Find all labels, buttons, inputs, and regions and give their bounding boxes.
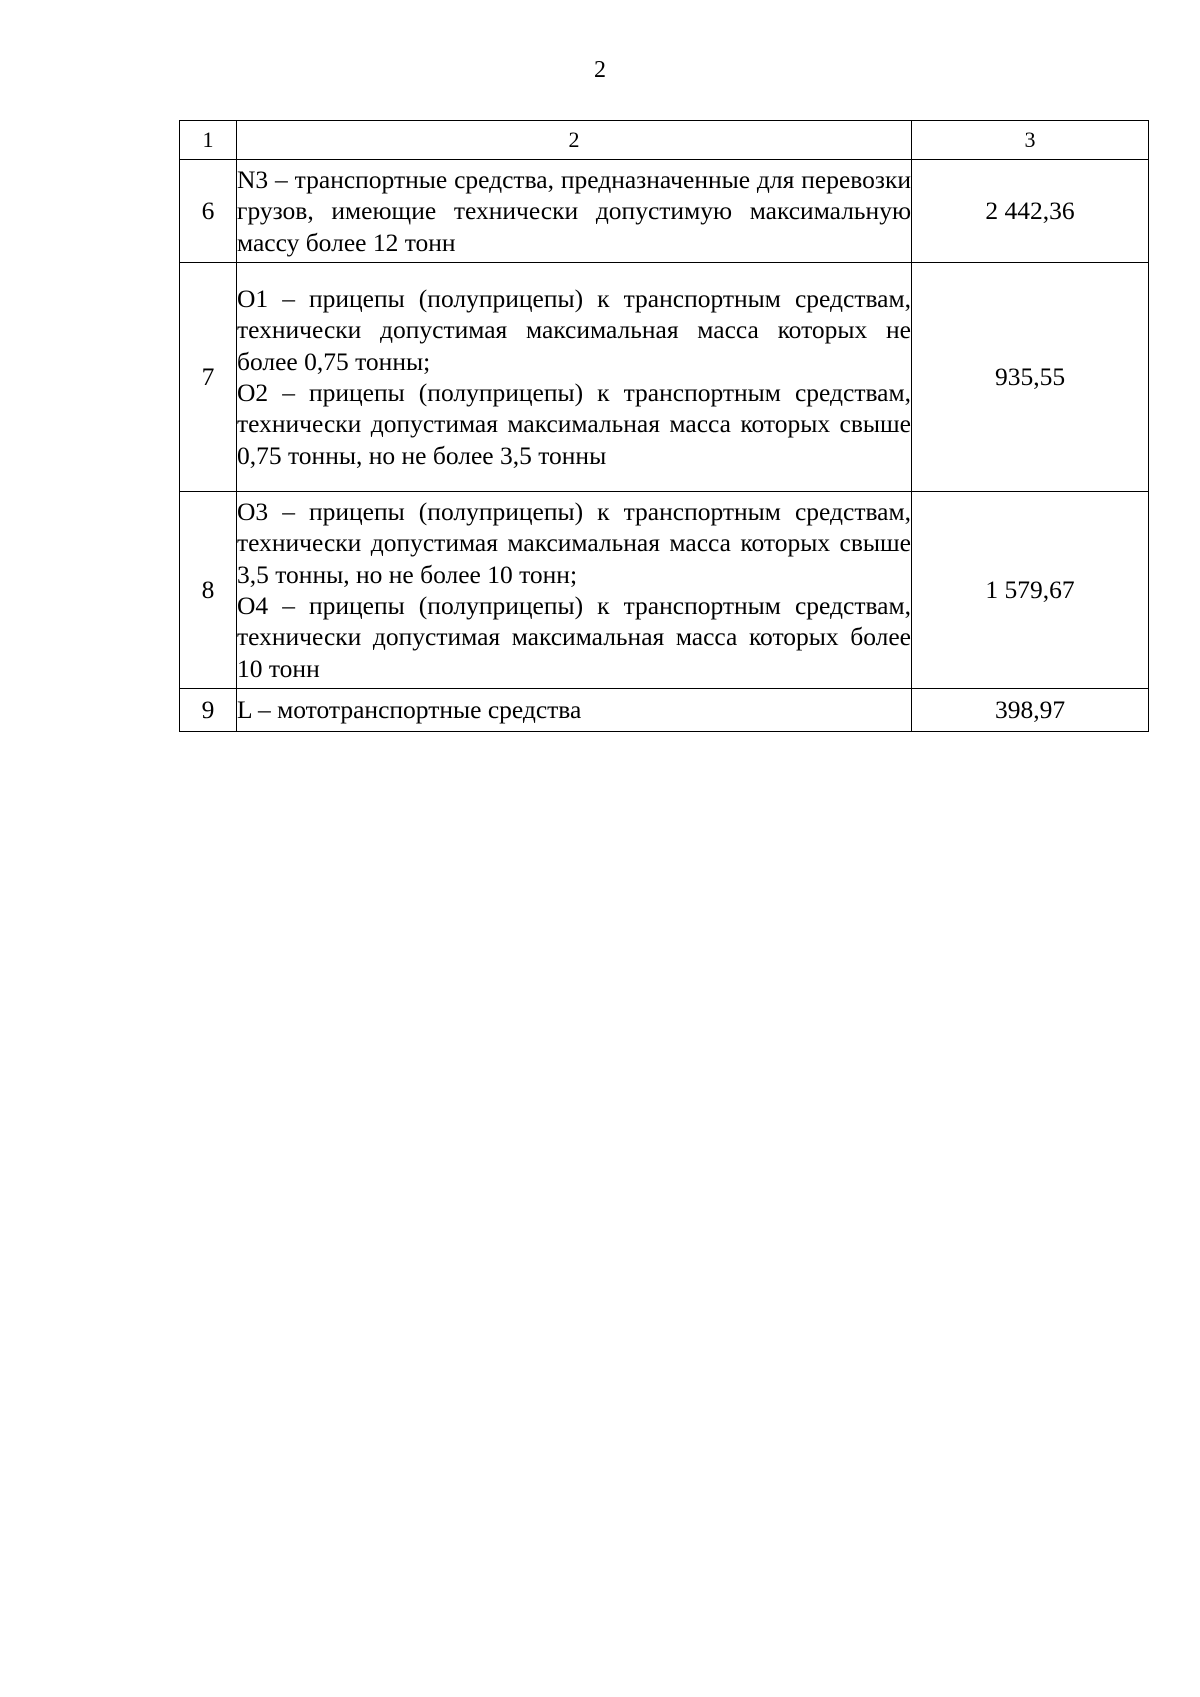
header-cell-1: 1	[180, 121, 237, 160]
header-cell-3: 3	[912, 121, 1149, 160]
table-header-row	[180, 121, 1149, 160]
vehicle-category-description	[237, 492, 912, 689]
description-paragraph: O1 – прицепы (полуприцепы) к транспортным средствам, технически допустимая максимальная масса которых не более 0,75 тонны;	[237, 284, 911, 376]
row-number: 6	[180, 160, 237, 263]
description-paragraph: N3 – транспортные средства, предназначенные для перевозки грузов, имеющие технически допустимую максимальную массу более 12 тонн	[237, 165, 911, 257]
row-number: 8	[180, 492, 237, 689]
row-number: 7	[180, 263, 237, 492]
description-paragraph: O2 – прицепы (полуприцепы) к транспортным средствам, технически допустимая максимальная масса которых свыше 0,75 тонны, но не более 3,5 тонны	[237, 378, 911, 470]
description-paragraph: O3 – прицепы (полуприцепы) к транспортным средствам, технически допустимая максимальная масса которых свыше 3,5 тонны, но не более 10 тонн;	[237, 497, 911, 589]
table-row	[180, 160, 1149, 263]
tariff-table	[179, 120, 1149, 732]
description-paragraph: O4 – прицепы (полуприцепы) к транспортным средствам, технически допустимая максимальная масса которых более 10 тонн	[237, 591, 911, 683]
row-number: 9	[180, 689, 237, 732]
table-row	[180, 689, 1149, 732]
description-paragraph: L – мототранспортные средства	[237, 695, 582, 725]
row-value: 2 442,36	[912, 160, 1149, 263]
row-value: 398,97	[912, 689, 1149, 732]
vehicle-category-description	[237, 263, 912, 492]
row-value: 935,55	[912, 263, 1149, 492]
row-value: 1 579,67	[912, 492, 1149, 689]
table-row	[180, 263, 1149, 492]
vehicle-category-description	[237, 689, 912, 732]
vehicle-category-description	[237, 160, 912, 263]
header-cell-2: 2	[237, 121, 912, 160]
page-number: 2	[594, 57, 606, 83]
table-row	[180, 492, 1149, 689]
